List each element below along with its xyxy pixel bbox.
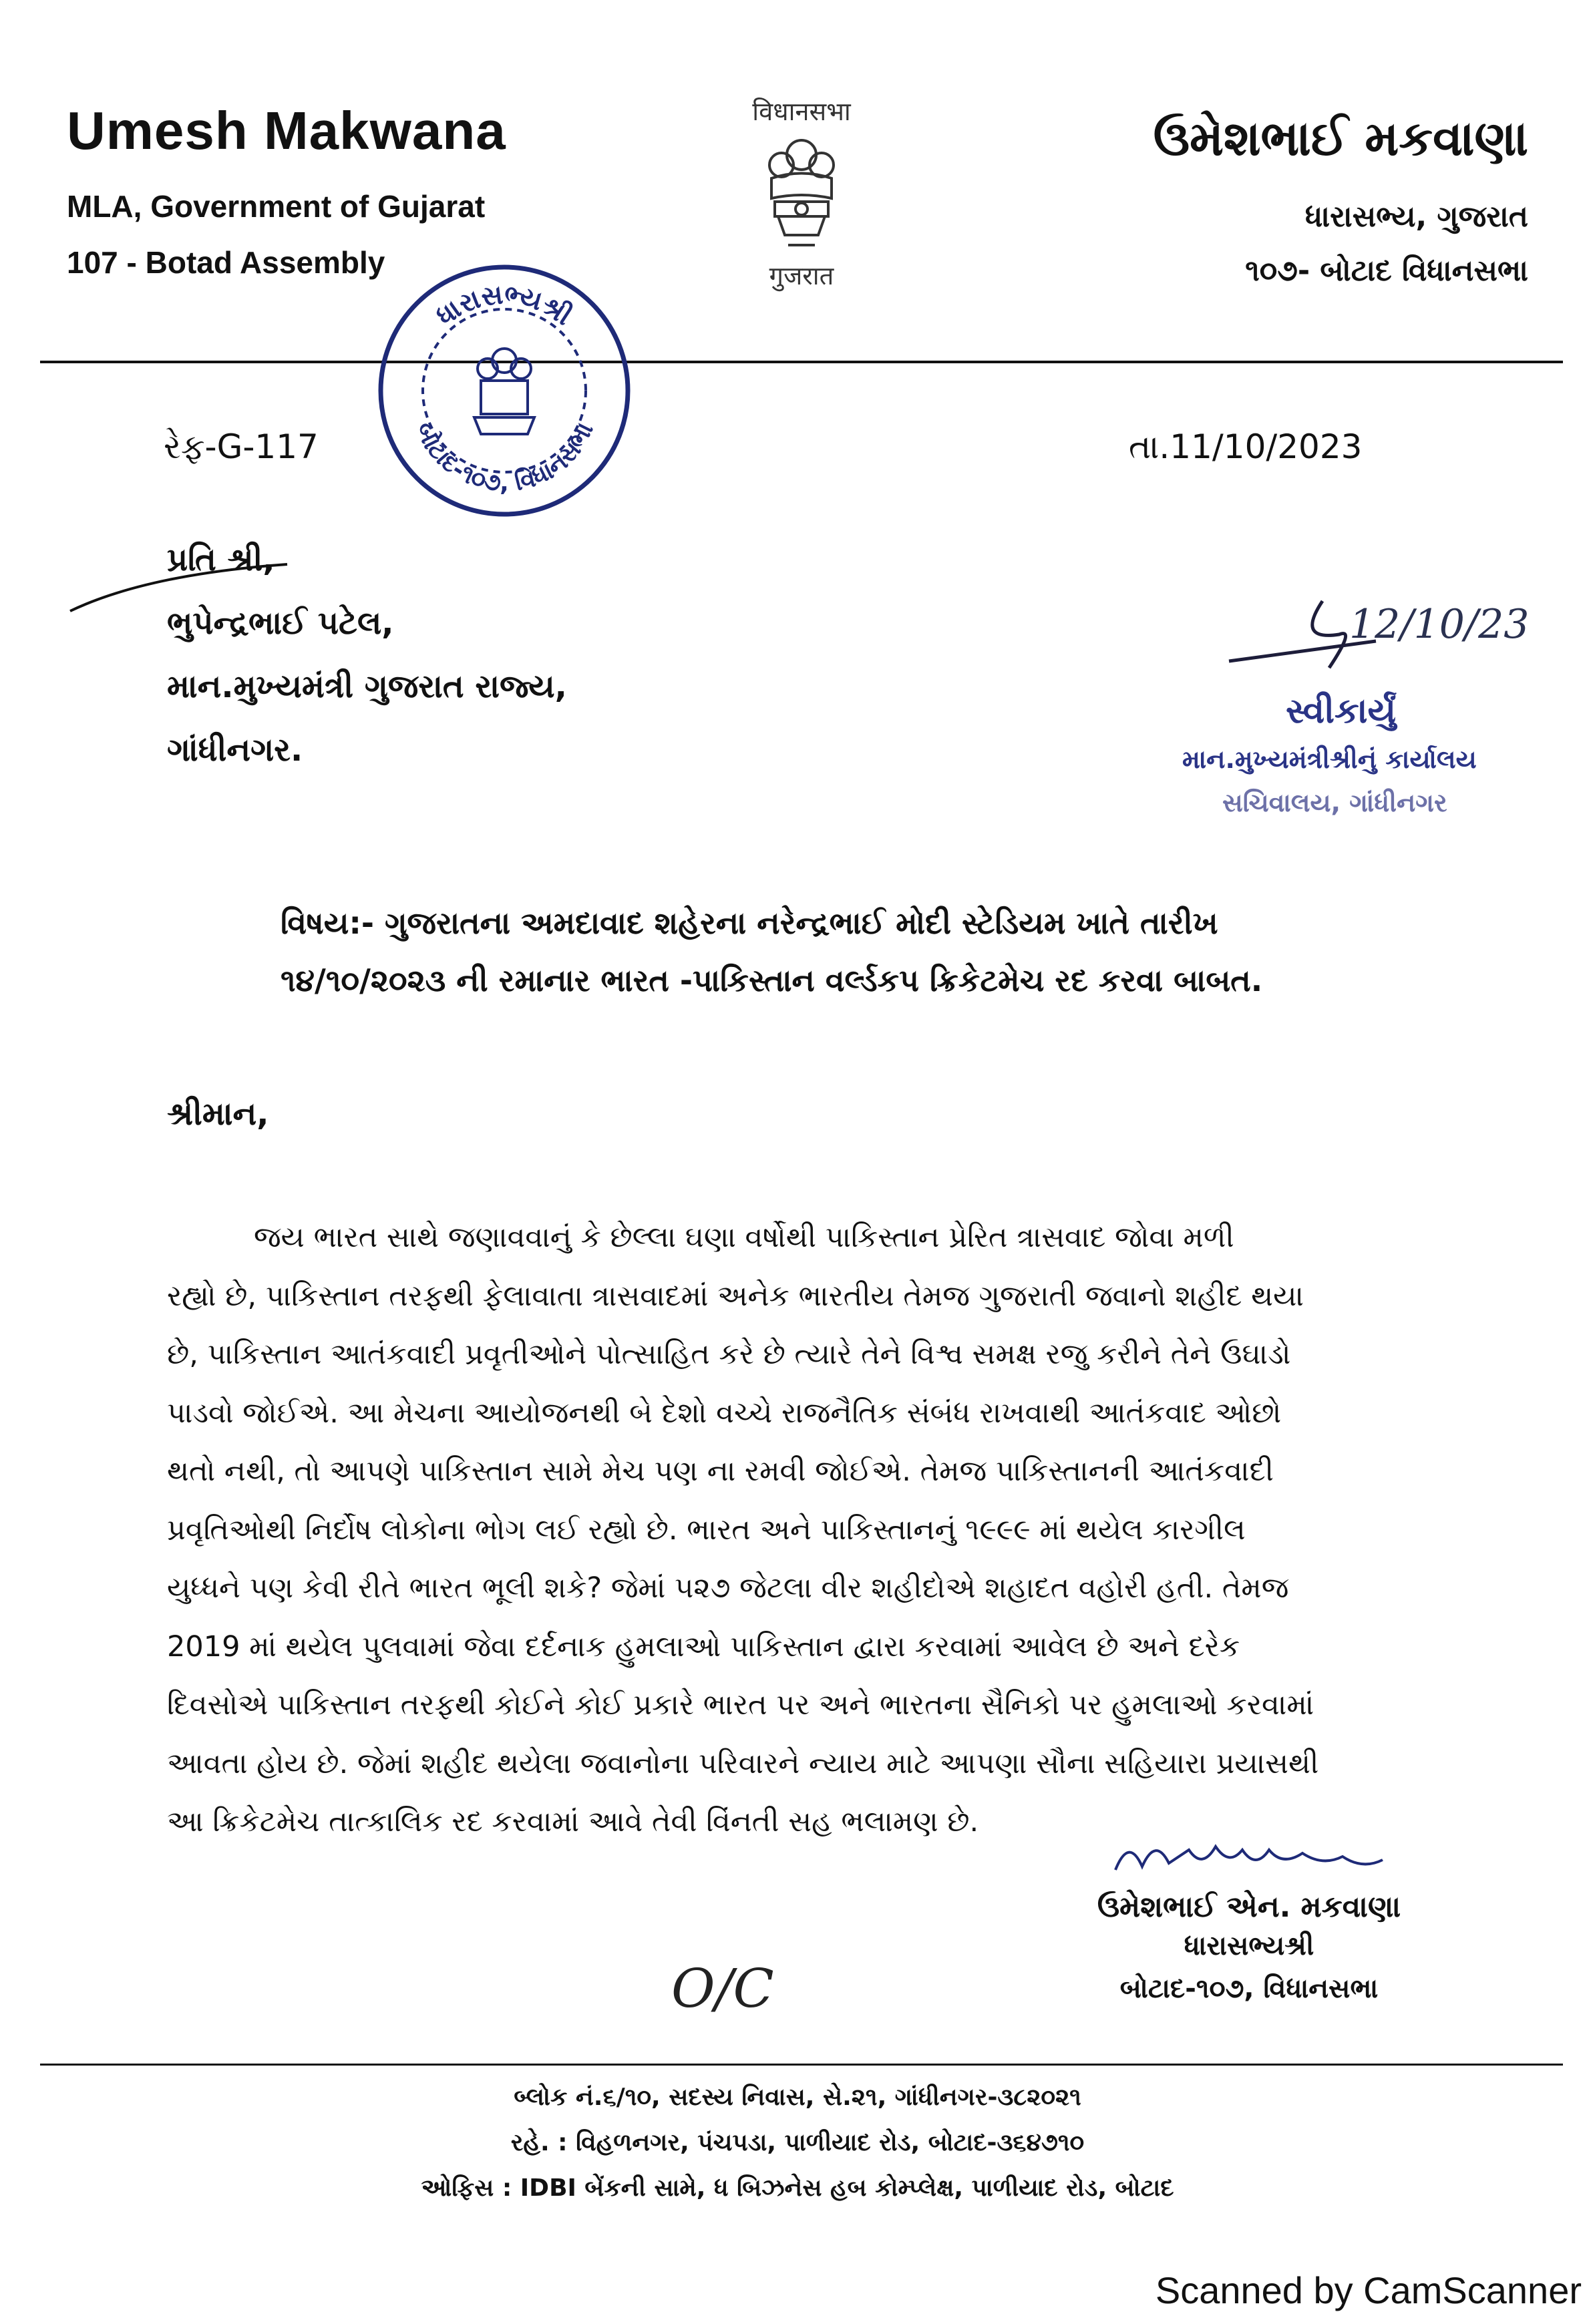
body-line: યુધ્ધને પણ કેવી રીતે ભારત ભૂલી શકે? જેમાં ૫૨૭ જેટલા વીર શહીદોએ શહાદત વહોરી હતી. તેમજ (167, 1571, 1289, 1605)
stamp-top-text: ધારાસભ્યશ્રી (430, 279, 578, 333)
sender-title-gu: ધારાસભ્ય, ગુજરાત (1304, 200, 1528, 234)
header-divider (40, 361, 1563, 363)
footer-divider (40, 2064, 1563, 2066)
addressee-line-2: ભુપેન્દ્રભાઈ પટેલ, (167, 604, 394, 642)
body-line: છે, પાકિસ્તાન આતંકવાદી પ્રવૃતીઓને પોત્સાહિત કરે છે ત્યારે તેને વિશ્વ સમક્ષ રજુ કરીને તેને ઉઘાડો (167, 1338, 1291, 1371)
body-line: દિવસોએ પાકિસ્તાન તરફથી કોઈને કોઈ પ્રકારે ભારત પર અને ભારતના સૈનિકો પર હુમલાઓ કરવામાં (167, 1688, 1314, 1722)
salutation: શ્રીમાન, (167, 1095, 269, 1133)
letter-body (167, 1209, 1449, 1852)
svg-text:ધારાસભ્યશ્રી (431, 279, 577, 332)
oc-text: O/C (671, 1957, 774, 2019)
receipt-location: સચિવાલય, ગાંધીનગર (1222, 788, 1447, 817)
emblem-top-text: विधानसभा (752, 97, 851, 126)
body-line: પાડવો જોઈએ. આ મેચના આયોજનથી બે દેશો વચ્ચે રાજનૈતિક સંબંધ રાખવાથી આતંકવાદ ઓછો (167, 1396, 1282, 1430)
subject-line-1: વિષય:- ગુજરાતના અમદાવાદ શહેરના નરેન્દ્રભાઈ મોદી સ્ટેડિયમ ખાતે તારીખ (281, 905, 1218, 941)
footer-address-2: રહે. : વિહળનગર, પંચપડા, પાળીયાદ રોડ, બોટાદ-૩૬૪૭૧૦ (510, 2129, 1085, 2156)
emblem-bottom-text: गुजरात (769, 261, 834, 290)
receipt-stamp (1182, 594, 1543, 835)
body-line: આવતા હોય છે. જેમાં શહીદ થયેલા જવાનોના પરિવારને ન્યાય માટે આપણા સૌના સહિયારા પ્રયાસથી (167, 1746, 1319, 1780)
body-line: આ ક્રિકેટમેચ તાત્કાલિક રદ કરવામાં આવે તેવી વિંનતી સહ ભલામણ છે. (167, 1805, 979, 1838)
signature-block (1062, 1830, 1436, 2004)
pen-stroke-mark (67, 548, 294, 621)
addressee-line-3: માન.મુખ્યમંત્રી ગુજરાત રાજ્ય, (167, 668, 567, 705)
body-line: જય ભારત સાથે જણાવવાનું કે છેલ્લા ઘણા વર્ષોથી પાકિસ્તાન પ્રેરિત ત્રાસવાદ જોવા મળી (254, 1221, 1234, 1254)
sender-name-gu: ઉમેશભાઈ મકવાણા (1153, 110, 1528, 166)
svg-text:બોટાદ-૧૦૭, વિધાનસભા (409, 417, 599, 497)
receipt-title: સ્વીકાર્યું (1286, 691, 1397, 731)
addressee-line-4: ગાંધીનગર. (167, 731, 303, 769)
addressee-line-1: પ્રતિ શ્રી, (167, 541, 275, 578)
footer-address-3: ઓફિસ : IDBI બેંકની સામે, ધ બિઝનેસ હબ કોમ્પ્લેક્ષ, પાળીયાદ રોડ, બોટાદ (421, 2174, 1174, 2202)
sender-constituency-en: 107 - Botad Assembly (67, 245, 385, 280)
state-emblem (738, 93, 865, 293)
letter-date: તા.11/10/2023 (1129, 427, 1363, 466)
reference-number: રેફ-G-117 (164, 427, 319, 466)
subject-line-2: ૧૪/૧૦/૨૦૨૩ ની રમાનાર ભારત -પાકિસ્તાન વર્લ્ડકપ ક્રિકેટમેચ રદ કરવા બાબત. (281, 962, 1263, 998)
subject-block (281, 905, 1483, 1020)
stamp-bottom-text: બોટાદ-૧૦૭, વિધાનસભા (409, 418, 599, 498)
sender-name-en: Umesh Makwana (67, 101, 506, 160)
letter-footer (0, 2084, 1595, 2220)
oc-handwritten-annotation (661, 1950, 808, 2030)
signatory-name: ઉમેશભાઈ એન. મકવાણા (1097, 1890, 1401, 1924)
body-line: રહ્યો છે, પાકિસ્તાન તરફથી ફેલાવાતા ત્રાસવાદમાં અનેક ભારતીય તેમજ ગુજરાતી જવાનો શહીદ થયા (167, 1279, 1304, 1313)
scanner-watermark: Scanned by CamScanner (1155, 2269, 1582, 2311)
letterhead-gujarati (927, 110, 1528, 308)
body-line: 2019 માં થયેલ પુલવામાં જેવા દર્દનાક હુમલાઓ પાકિસ્તાન દ્વારા કરવામાં આવેલ છે અને દરેક (167, 1629, 1240, 1664)
sender-constituency-gu: ૧૦૭- બોટાદ વિધાનસભા (1245, 254, 1528, 288)
handwritten-signature (1102, 1830, 1396, 1883)
lion-capital-icon (751, 128, 852, 255)
signatory-constituency: બોટાદ-૧૦૭, વિધાનસભા (1119, 1973, 1379, 2004)
receipt-office: માન.મુખ્યમંત્રીશ્રીનું કાર્યાલય (1182, 745, 1477, 774)
footer-address-1: બ્લોક નં.૬/૧૦, સદસ્ય નિવાસ, સે.૨૧, ગાંધીનગર-૩૮૨૦૨૧ (514, 2084, 1081, 2111)
body-line: થતો નથી, તો આપણે પાકિસ્તાન સામે મેચ પણ ના રમવી જોઈએ. તેમજ પાકિસ્તાનની આતંકવાદી (167, 1455, 1274, 1488)
sender-title-en: MLA, Government of Gujarat (67, 189, 486, 224)
body-line: પ્રવૃતિઓથી નિર્દોષ લોકોના ભોગ લઈ રહ્યો છે. ભારત અને પાકિસ્તાનનું ૧૯૯૯ માં થયેલ કારગીલ (167, 1513, 1246, 1547)
receipt-handwritten-date: 12/10/23 (1349, 601, 1530, 648)
signatory-title: ધારાસભ્યશ્રી (1184, 1931, 1314, 1961)
office-seal-stamp (374, 260, 635, 521)
